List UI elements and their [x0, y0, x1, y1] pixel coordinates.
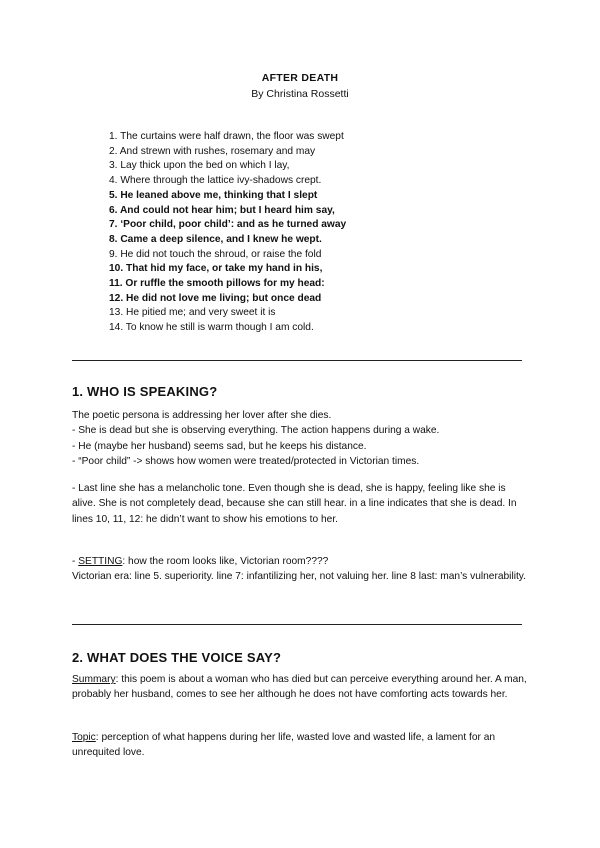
poem-line: 9. He did not touch the shroud, or raise the fold [109, 248, 322, 260]
setting-prefix: - [72, 556, 79, 567]
poem-line: 6. And could not hear him; but I heard him say, [109, 204, 335, 216]
poem-author: By Christina Rossetti [251, 88, 349, 100]
victorian-era-text: Victorian era: line 5. superiority. line 7: infantilizing her, not valuing her. line 8 last: man’s vulnerability. [72, 571, 526, 583]
speaker-note-line: The poetic persona is addressing her lover after she dies. [72, 410, 332, 421]
poem-title: AFTER DEATH [261, 72, 339, 84]
poem-line: 7. ‘Poor child, poor child’: and as he turned away [109, 219, 347, 231]
setting-label: SETTING [78, 556, 123, 567]
section-heading-what-does-the-voice-say: 2. WHAT DOES THE VOICE SAY? [72, 650, 282, 665]
poem-line: 1. The curtains were half drawn, the floor was swept [109, 131, 344, 142]
poem-line: 8. Came a deep silence, and I knew he wept. [109, 233, 322, 245]
poem-line: 10. That hid my face, or take my hand in his, [109, 263, 323, 275]
poem-line: 11. Or ruffle the smooth pillows for my head: [109, 278, 325, 290]
topic-label: Topic [72, 732, 96, 743]
setting-text: : how the room looks like, Victorian room???? [122, 556, 329, 567]
topic-text: : perception of what happens during her life, wasted love and wasted life, a lament for an unrequited love. [72, 732, 496, 759]
speaker-note-line: - She is dead but she is observing everything. The action happens during a wake. [72, 425, 440, 437]
poem-line: 13. He pitied me; and very sweet it is [109, 307, 276, 319]
poem-line: 2. And strewn with rushes, rosemary and may [109, 145, 316, 157]
poem-line: 12. He did not love me living; but once dead [109, 292, 322, 304]
summary-label: Summary [72, 674, 116, 685]
summary-paragraph [72, 672, 530, 703]
section-heading-who-is-speaking: 1. WHO IS SPEAKING? [72, 384, 218, 399]
speaker-notes [72, 408, 530, 469]
poem-line: 4. Where through the lattice ivy-shadows crept. [109, 175, 322, 187]
summary-text: : this poem is about a woman who has died but can perceive everything around her. A man, probably her husband, comes to see her although he does not have comforting acts towards her. [72, 674, 527, 701]
poem-line: 5. He leaned above me, thinking that I slept [109, 189, 318, 201]
setting-line [72, 554, 530, 569]
setting-paragraph [72, 554, 530, 585]
poem-line: 14. To know he still is warm though I am cold. [109, 322, 314, 334]
separator-line [72, 624, 522, 625]
speaker-note-line: - “Poor child” -> shows how women were treated/protected in Victorian times. [72, 455, 420, 467]
topic-paragraph [72, 730, 530, 761]
poem-lines [109, 130, 346, 336]
tone-paragraph: - Last line she has a melancholic tone. Even though she is dead, she is happy, feeling like she is alive. She is not completely dead, because she can still hear. in a line indicates that she is dead. In lines 10, 11, 12: he didn’t want to show his emotions to her. [72, 483, 517, 525]
poem-line: 3. Lay thick upon the bed on which I lay, [109, 160, 290, 172]
speaker-note-line: - He (maybe her husband) seems sad, but he keeps his distance. [72, 440, 367, 452]
separator-line [72, 360, 522, 361]
